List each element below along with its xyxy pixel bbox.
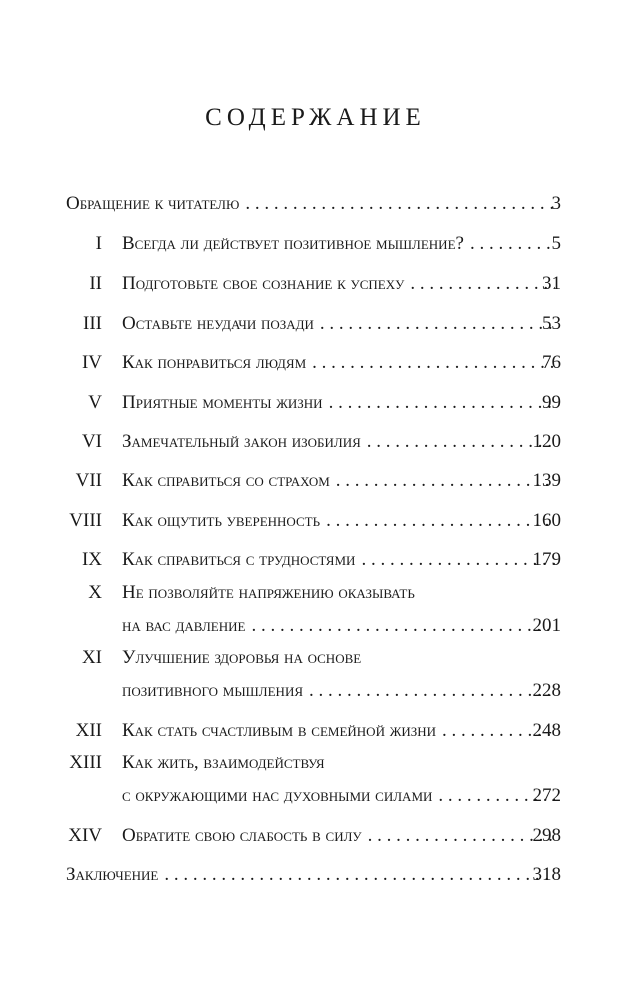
chapter-number: IX [81,549,102,570]
chapter-number: II [89,273,102,294]
chapter-number: IV [81,352,102,373]
page-number: 201 [532,615,561,636]
entry-title: Приятные моменты жизни [122,392,323,413]
page-number: 99 [542,392,561,413]
page-number: 160 [532,510,561,531]
entry-title: Как справиться со страхом [122,470,330,491]
entry-title: Оставьте неудачи позади [122,313,314,334]
page-title: СОДЕРЖАНИЕ [205,104,426,131]
entry-title-line-2: на вас давление [122,615,246,636]
chapter-number: XI [81,647,102,668]
dot-leader [245,193,555,215]
entry-title: Обращение к читателю [66,193,240,214]
dot-leader [326,510,555,532]
chapter-number: XII [75,720,102,741]
page-number: 248 [532,720,561,741]
entry-title: Как ощутить уверенность [122,510,321,531]
entry-title-line-1: Улучшение здоровья на основе [122,647,362,668]
dot-leader [367,431,555,453]
dot-leader [309,680,555,702]
chapter-number: III [83,313,102,334]
chapter-number: VII [75,470,102,491]
chapter-number: XIII [69,752,102,773]
chapter-number: VI [81,431,102,452]
page-number: 31 [542,273,561,294]
page-number: 272 [532,785,561,806]
page-number: 3 [551,193,561,214]
page-number: 53 [542,313,561,334]
chapter-number: VIII [69,510,102,531]
dot-leader [361,549,555,571]
entry-title-line-2: позитивного мышления [122,680,303,701]
entry-title: Подготовьте свое сознание к успеху [122,273,405,294]
entry-title: Как справиться с трудностями [122,549,356,570]
chapter-number: V [88,392,102,413]
entry-title: Замечательный закон изобилия [122,431,361,452]
chapter-number: XIV [68,825,102,846]
dot-leader [329,392,555,414]
page-number: 76 [542,352,561,373]
page-number: 298 [532,825,561,846]
dot-leader [312,352,555,374]
entry-title-line-2: с окружающими нас духовными силами [122,785,433,806]
page-number: 139 [532,470,561,491]
dot-leader [320,313,555,335]
entry-title-line-1: Не позволяйте напряжению оказывать [122,582,415,603]
page-number: 228 [532,680,561,701]
dot-leader [251,615,555,637]
page-number: 179 [532,549,561,570]
dot-leader [368,825,555,847]
entry-title: Всегда ли действует позитивное мышление? [122,233,464,254]
page-number: 318 [532,864,561,885]
entry-title: Обратите свою слабость в силу [122,825,362,846]
entry-title: Как стать счастливым в семейной жизни [122,720,437,741]
dot-leader [336,470,555,492]
page-number: 5 [551,233,561,254]
entry-title: Как понравиться людям [122,352,307,373]
entry-title-line-1: Как жить, взаимодействуя [122,752,325,773]
entry-title: Заключение [66,864,159,885]
dot-leader [164,864,555,886]
dot-leader [470,233,555,255]
chapter-number: X [88,582,102,603]
chapter-number: I [95,233,102,254]
dot-leader [410,273,555,295]
page-number: 120 [532,431,561,452]
